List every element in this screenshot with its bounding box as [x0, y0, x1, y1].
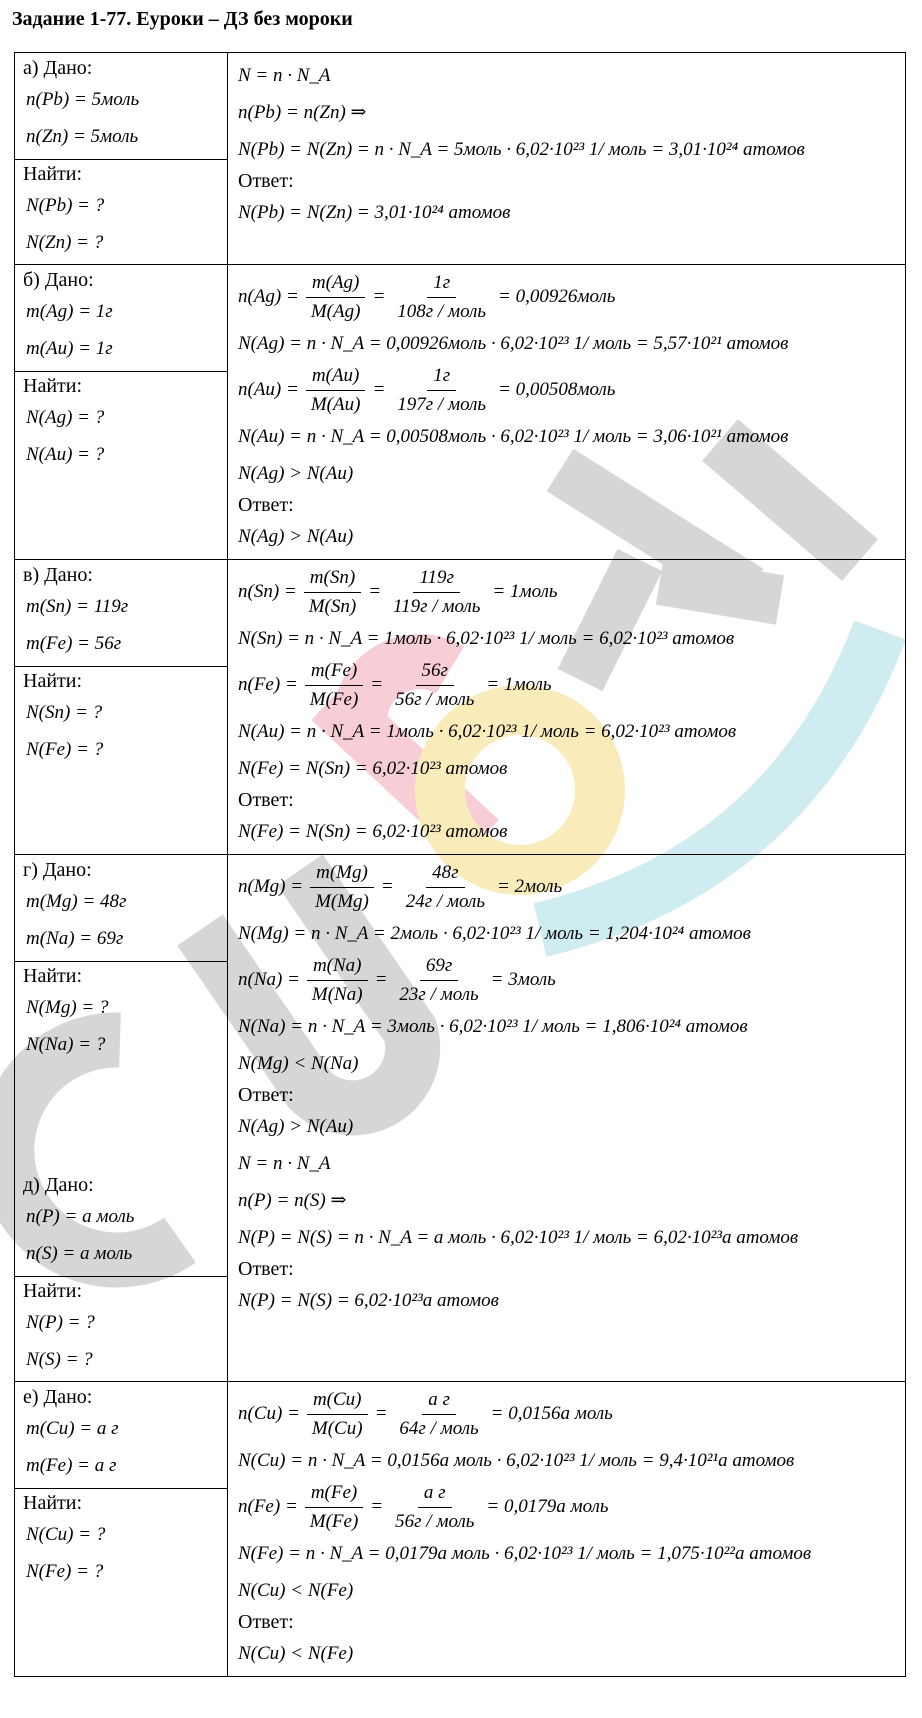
answer-label: Ответ:: [238, 1258, 294, 1280]
section-e-letter: е): [23, 1386, 39, 1408]
section-g-d-solution: [228, 855, 906, 1382]
section-b-row: [15, 265, 906, 560]
find-label: Найти:: [23, 375, 83, 397]
fraction-formula: n(Au) = $\frac{m(Au)}{M(Au)}$ = $\frac{1г}{\text{197г / моль}}$ = 0,00508моль: [238, 364, 616, 415]
find-value: N(Fe) = ?: [26, 1561, 104, 1582]
section-g-d-row: [15, 855, 906, 1382]
section-b-solution: [228, 265, 906, 560]
comparison-line: N(Mg) < N(Na): [238, 1053, 359, 1074]
find-value: N(Pb) = ?: [26, 195, 105, 216]
given-value: n(P) = a моль: [26, 1206, 135, 1227]
solution-line: N(Na) = n · N_A = 3моль · 6,02·10²³ 1/ моль = 1,806·10²⁴ атомов: [238, 1016, 748, 1037]
answer-label: Ответ:: [238, 170, 294, 192]
solution-table: [14, 52, 906, 1677]
find-label: Найти:: [23, 1492, 83, 1514]
find-value: N(Mg) = ?: [26, 997, 109, 1018]
section-b-letter: б): [23, 269, 40, 291]
given-value: m(Fe) = 56г: [26, 633, 122, 654]
answer-label: Ответ:: [238, 789, 294, 811]
fraction-formula: n(Na) = $\frac{m(Na)}{M(Na)}$ = $\frac{69г}{\text{23г / моль}}$ = 3моль: [238, 954, 556, 1005]
section-e-row: [15, 1382, 906, 1677]
section-a-solution: [228, 53, 906, 265]
given-label: Дано:: [44, 269, 94, 291]
given-value: m(Ag) = 1г: [26, 301, 113, 322]
given-value: n(S) = a моль: [26, 1243, 133, 1264]
find-value: N(S) = ?: [26, 1349, 93, 1370]
find-value: N(Ag) = ?: [26, 407, 105, 428]
find-label: Найти:: [23, 670, 83, 692]
given-value: m(Mg) = 48г: [26, 891, 127, 912]
solution-line: N(Au) = n · N_A = 1моль · 6,02·10²³ 1/ моль = 6,02·10²³ атомов: [238, 721, 737, 742]
page-title: Задание 1-77. Еуроки – ДЗ без мороки: [12, 8, 353, 30]
solution-line: n(Pb) = n(Zn) ⇒: [238, 102, 367, 123]
section-g-letter: г): [23, 859, 38, 881]
comparison-line: N(Ag) > N(Au): [238, 463, 354, 484]
section-v-solution: [228, 560, 906, 855]
solution-line: N(Pb) = N(Zn) = n · N_A = 5моль · 6,02·10²³ 1/ моль = 3,01·10²⁴ атомов: [238, 139, 805, 160]
answer-value: N(Cu) < N(Fe): [238, 1643, 354, 1664]
section-a-left: [15, 53, 228, 265]
find-value: N(Au) = ?: [26, 444, 105, 465]
section-a-given-row: [15, 53, 906, 265]
divider: [15, 371, 227, 372]
solution-line: N(Sn) = n · N_A = 1моль · 6,02·10²³ 1/ моль = 6,02·10²³ атомов: [238, 628, 735, 649]
given-value: m(Au) = 1г: [26, 338, 113, 359]
divider: [15, 666, 227, 667]
find-value: N(Zn) = ?: [26, 232, 104, 253]
given-label: Дано:: [43, 1386, 93, 1408]
given-value: n(Zn) = 5моль: [26, 126, 139, 147]
solution-line: n(P) = n(S) ⇒: [238, 1190, 347, 1211]
given-value: m(Na) = 69г: [26, 928, 124, 949]
answer-label: Ответ:: [238, 1084, 294, 1106]
given-label: Дано:: [44, 564, 93, 586]
divider: [15, 1276, 227, 1277]
fraction-formula: n(Ag) = $\frac{m(Ag)}{M(Ag)}$ = $\frac{1г}{\text{108г / моль}}$ = 0,00926моль: [238, 271, 616, 322]
find-label: Найти:: [23, 163, 83, 185]
find-value: N(P) = ?: [26, 1312, 95, 1333]
section-v-left: [15, 560, 228, 855]
section-a-letter: а): [23, 57, 39, 79]
solution-line: N(P) = N(S) = n · N_A = a моль · 6,02·10²³ 1/ моль = 6,02·10²³a атомов: [238, 1227, 799, 1248]
given-label: Дано:: [43, 57, 93, 79]
solution-line: N(Au) = n · N_A = 0,00508моль · 6,02·10²³ 1/ моль = 3,06·10²¹ атомов: [238, 426, 789, 447]
fraction-formula: n(Sn) = $\frac{m(Sn)}{M(Sn)}$ = $\frac{119г}{\text{119г / моль}}$ = 1моль: [238, 566, 558, 617]
solution-line: N = n · N_A: [238, 1153, 331, 1174]
section-g-d-left: [15, 855, 228, 1382]
find-value: N(Na) = ?: [26, 1034, 106, 1055]
fraction-formula: n(Fe) = $\frac{m(Fe)}{M(Fe)}$ = $\frac{56г}{\text{56г / моль}}$ = 1моль: [238, 659, 552, 710]
answer-label: Ответ:: [238, 494, 294, 516]
answer-value: N(Ag) > N(Au): [238, 526, 354, 547]
given-label: Дано:: [44, 1174, 94, 1196]
find-label: Найти:: [23, 965, 83, 987]
divider: [15, 159, 227, 160]
divider: [15, 961, 227, 962]
fraction-formula: n(Mg) = $\frac{m(Mg)}{M(Mg)}$ = $\frac{48г}{\text{24г / моль}}$ = 2моль: [238, 861, 563, 912]
given-label: Дано:: [42, 859, 92, 881]
section-e-left: [15, 1382, 228, 1677]
section-v-row: [15, 560, 906, 855]
comparison-line: N(Cu) < N(Fe): [238, 1580, 354, 1601]
given-value: n(Pb) = 5моль: [26, 89, 140, 110]
solution-line: N = n · N_A: [238, 65, 331, 86]
given-value: m(Cu) = a г: [26, 1418, 119, 1439]
section-b-left: [15, 265, 228, 560]
find-label: Найти:: [23, 1280, 83, 1302]
given-value: m(Fe) = a г: [26, 1455, 117, 1476]
divider: [15, 1488, 227, 1489]
given-value: m(Sn) = 119г: [26, 596, 129, 617]
section-e-solution: [228, 1382, 906, 1677]
answer-value: N(Pb) = N(Zn) = 3,01·10²⁴ атомов: [238, 202, 511, 223]
fraction-formula: n(Fe) = $\frac{m(Fe)}{M(Fe)}$ = $\frac{\text{a г}}{\text{56г / моль}}$ = 0,0179a моль: [238, 1481, 609, 1532]
answer-value: N(P) = N(S) = 6,02·10²³a атомов: [238, 1290, 499, 1311]
find-value: N(Cu) = ?: [26, 1524, 106, 1545]
find-value: N(Sn) = ?: [26, 702, 103, 723]
solution-line: N(Ag) = n · N_A = 0,00926моль · 6,02·10²³ 1/ моль = 5,57·10²¹ атомов: [238, 333, 789, 354]
section-v-letter: в): [23, 564, 40, 586]
comparison-line: N(Fe) = N(Sn) = 6,02·10²³ атомов: [238, 758, 508, 779]
answer-value: N(Fe) = N(Sn) = 6,02·10²³ атомов: [238, 821, 508, 842]
section-d-letter: д): [23, 1174, 40, 1196]
solution-line: N(Cu) = n · N_A = 0,0156a моль · 6,02·10²³ 1/ моль = 9,4·10²¹a атомов: [238, 1450, 795, 1471]
answer-value: N(Ag) > N(Au): [238, 1116, 354, 1137]
solution-line: N(Fe) = n · N_A = 0,0179a моль · 6,02·10²³ 1/ моль = 1,075·10²²a атомов: [238, 1543, 812, 1564]
answer-label: Ответ:: [238, 1611, 294, 1633]
fraction-formula: n(Cu) = $\frac{m(Cu)}{M(Cu)}$ = $\frac{\text{a г}}{\text{64г / моль}}$ = 0,0156a моль: [238, 1388, 613, 1439]
find-value: N(Fe) = ?: [26, 739, 104, 760]
solution-line: N(Mg) = n · N_A = 2моль · 6,02·10²³ 1/ моль = 1,204·10²⁴ атомов: [238, 923, 751, 944]
